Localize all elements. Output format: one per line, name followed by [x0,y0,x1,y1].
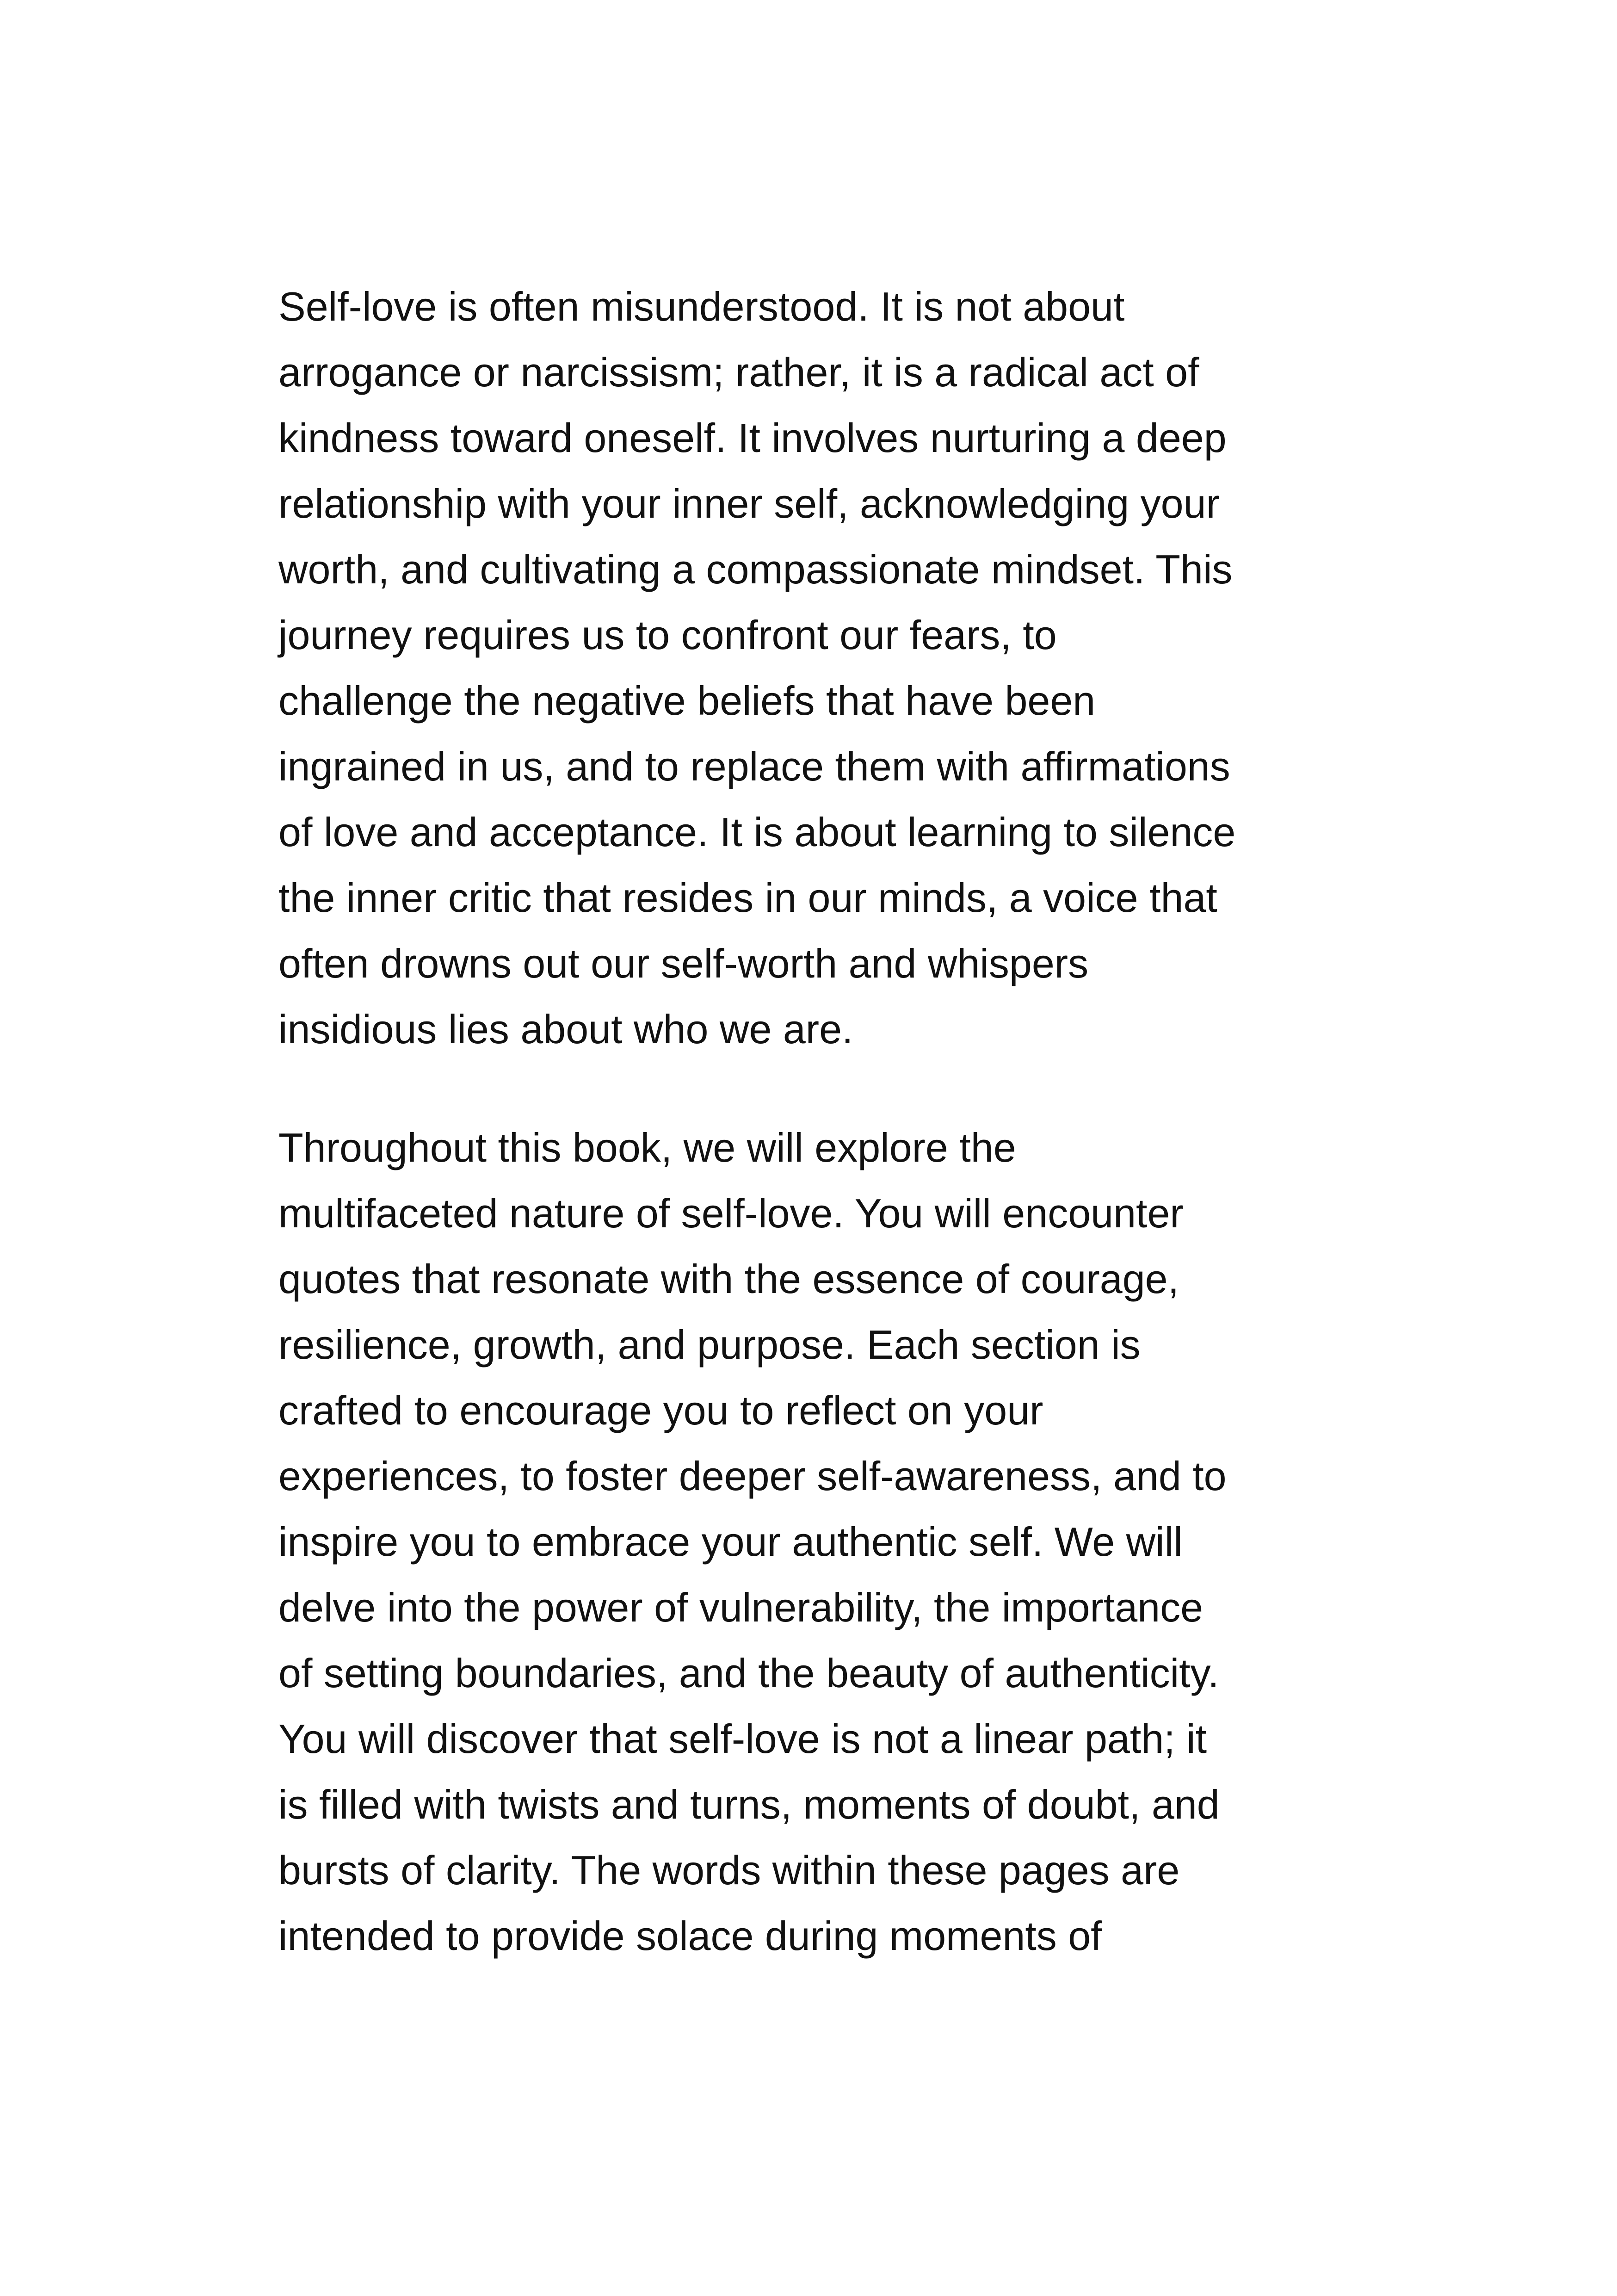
paragraph-line: crafted to encourage you to reflect on your [278,1387,1043,1433]
paragraph-line: ingrained in us, and to replace them with affirmations [278,743,1230,789]
paragraph-line: insidious lies about who we are. [278,1006,853,1052]
paragraph-line: resilience, growth, and purpose. Each section is [278,1322,1141,1368]
paragraph-2 [278,1115,1356,1969]
paragraph-line: intended to provide solace during moments of [278,1913,1102,1959]
paragraph-line: of love and acceptance. It is about learning to silence [278,809,1236,855]
paragraph-line: the inner critic that resides in our minds, a voice that [278,875,1217,921]
paragraph-line: Self-love is often misunderstood. It is not about [278,284,1125,329]
paragraph-line: arrogance or narcissism; rather, it is a radical act of [278,349,1199,395]
paragraph-line: kindness toward oneself. It involves nurturing a deep [278,415,1227,461]
paragraph-line: bursts of clarity. The words within these pages are [278,1847,1180,1893]
paragraph-line: You will discover that self-love is not a linear path; it [278,1716,1207,1762]
paragraph-line: worth, and cultivating a compassionate mindset. This [278,546,1233,592]
paragraph-line: quotes that resonate with the essence of courage, [278,1256,1179,1302]
paragraph-line: experiences, to foster deeper self-awareness, and to [278,1453,1227,1499]
paragraph-line: challenge the negative beliefs that have been [278,678,1096,724]
paragraph-line: journey requires us to confront our fears, to [278,612,1057,658]
paragraph-line: delve into the power of vulnerability, the importance [278,1584,1203,1630]
paragraph-1 [278,274,1356,1062]
paragraph-line: Throughout this book, we will explore the [278,1125,1016,1170]
paragraph-line: of setting boundaries, and the beauty of authenticity. [278,1650,1219,1696]
paragraph-line: multifaceted nature of self-love. You will encounter [278,1190,1184,1236]
paragraph-line: inspire you to embrace your authentic self. We will [278,1519,1183,1565]
paragraph-line: is filled with twists and turns, moments of doubt, and [278,1782,1220,1827]
paragraph-line: often drowns out our self-worth and whispers [278,941,1089,986]
paragraph-line: relationship with your inner self, acknowledging your [278,481,1220,526]
